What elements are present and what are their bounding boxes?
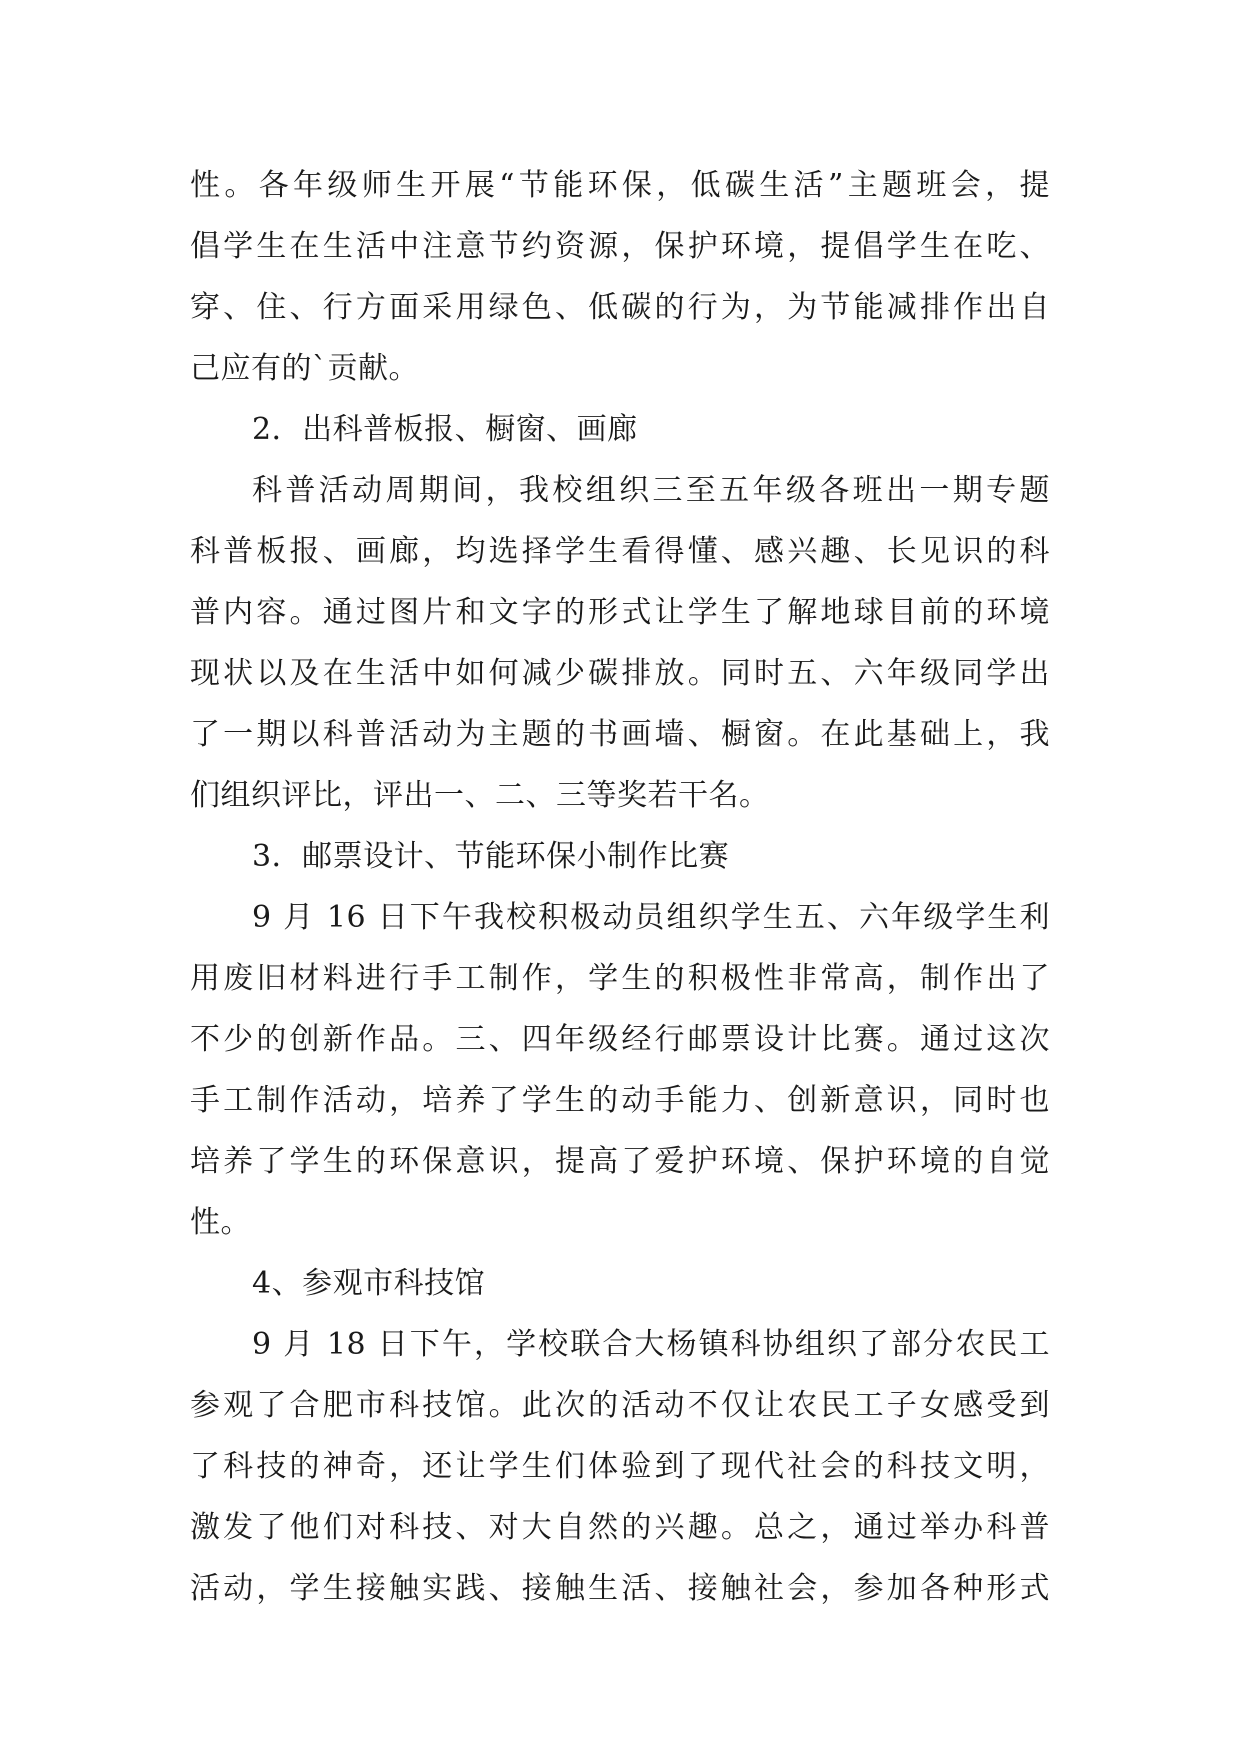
text-line: 穿、住、行方面采用绿色、低碳的行为，为节能减排作出自 [190,290,1050,325]
text-line: 激发了他们对科技、对大自然的兴趣。总之，通过举办科普 [190,1510,1050,1545]
text-line: 用废旧材料进行手工制作，学生的积极性非常高，制作出了 [190,961,1050,996]
text-line: 活动，学生接触实践、接触生活、接触社会，参加各种形式 [190,1571,1050,1606]
text-line: 性。 [190,1205,251,1240]
text-line: 培养了学生的环保意识，提高了爱护环境、保护环境的自觉 [190,1144,1050,1179]
text-line: 己应有的`贡献。 [190,351,419,386]
text-line: 9 月 16 日下午我校积极动员组织学生五、六年级学生利 [252,900,1050,935]
text-line: 参观了合肥市科技馆。此次的活动不仅让农民工子女感受到 [190,1388,1050,1423]
text-line: 9 月 18 日下午，学校联合大杨镇科协组织了部分农民工 [252,1327,1050,1362]
text-line: 2．出科普板报、橱窗、画廊 [252,412,638,447]
text-line: 3．邮票设计、节能环保小制作比赛 [252,839,730,874]
text-line: 了科技的神奇，还让学生们体验到了现代社会的科技文明， [190,1449,1050,1484]
text-line: 性。各年级师生开展“节能环保，低碳生活”主题班会，提 [190,168,1050,203]
text-line: 不少的创新作品。三、四年级经行邮票设计比赛。通过这次 [190,1022,1050,1057]
text-line: 倡学生在生活中注意节约资源，保护环境，提倡学生在吃、 [190,229,1050,264]
text-line: 现状以及在生活中如何减少碳排放。同时五、六年级同学出 [190,656,1050,691]
text-line: 们组织评比，评出一、二、三等奖若干名。 [190,778,770,813]
text-line: 普内容。通过图片和文字的形式让学生了解地球目前的环境 [190,595,1050,630]
text-line: 手工制作活动，培养了学生的动手能力、创新意识，同时也 [190,1083,1050,1118]
text-line: 4、参观市科技馆 [252,1266,486,1301]
text-line: 了一期以科普活动为主题的书画墙、橱窗。在此基础上，我 [190,717,1050,752]
text-line: 科普活动周期间，我校组织三至五年级各班出一期专题 [252,473,1050,508]
text-line: 科普板报、画廊，均选择学生看得懂、感兴趣、长见识的科 [190,534,1050,569]
document-page [190,155,1050,1619]
